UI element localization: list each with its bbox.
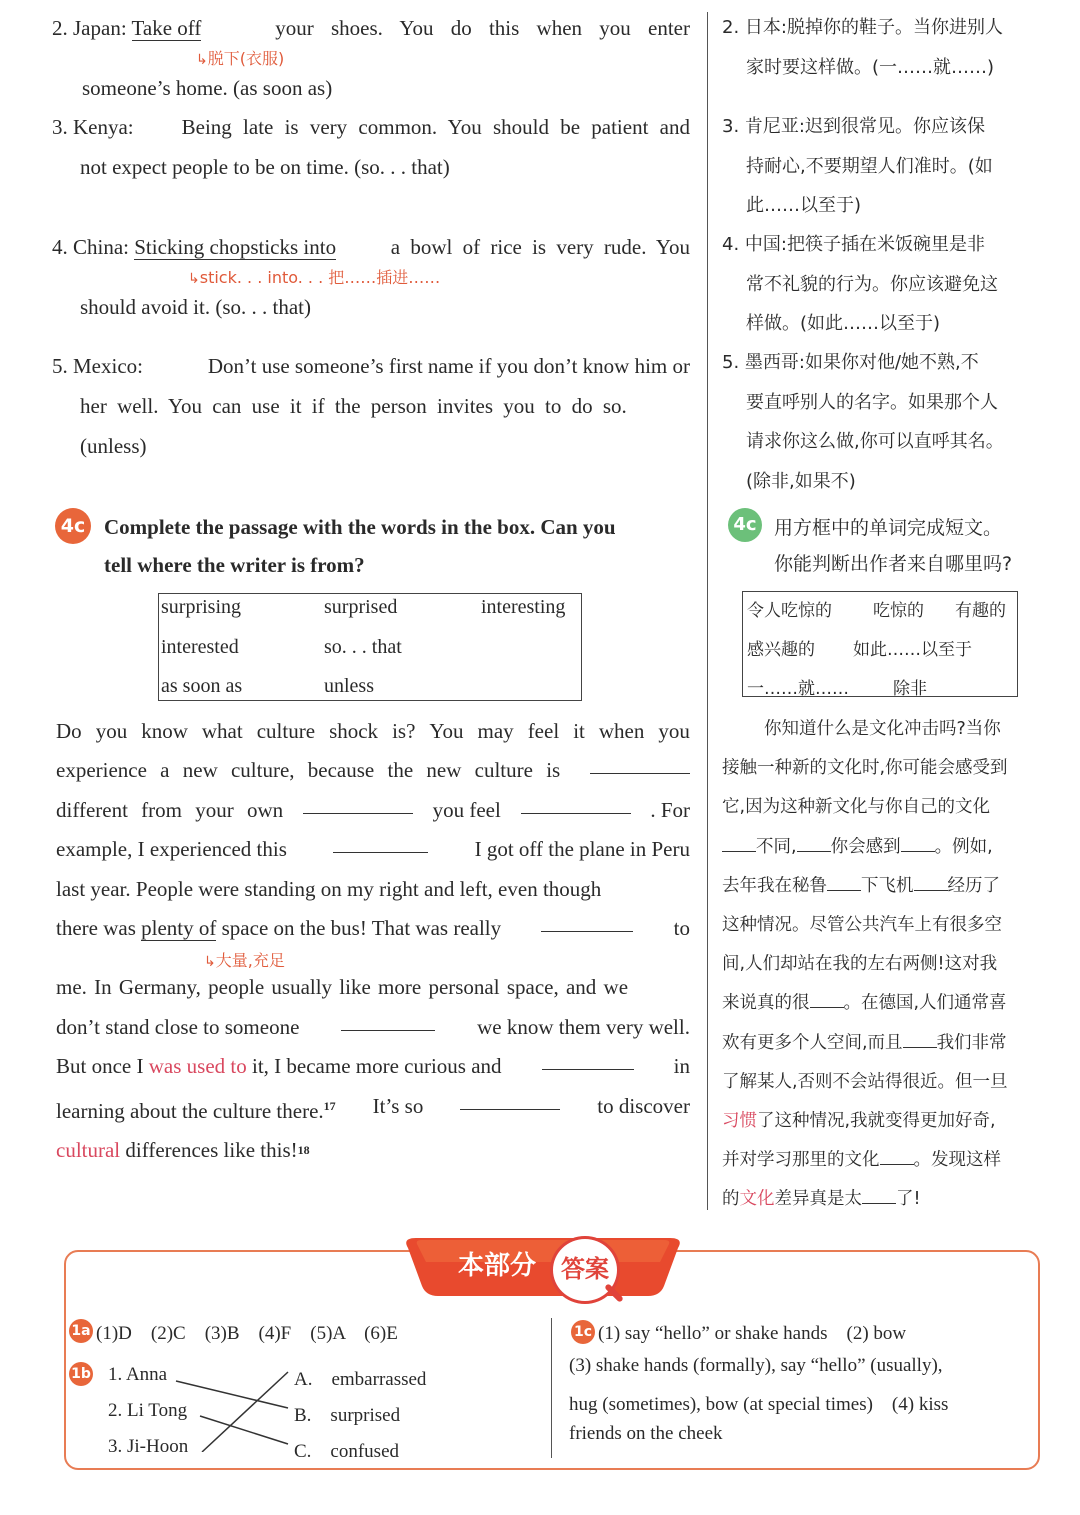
answer-magnifier-icon: 答案	[550, 1236, 620, 1304]
box-word: 吃惊的	[873, 601, 924, 621]
answer-blank-5[interactable]	[541, 909, 633, 932]
answer-divider	[551, 1318, 552, 1458]
box-word: as soon as	[161, 675, 243, 697]
answer-blank-3[interactable]	[521, 791, 631, 814]
box-word: 除非	[893, 679, 927, 699]
matching-lines	[170, 1370, 294, 1452]
item-number: 2.	[52, 16, 68, 40]
highlighted-phrase: was used to	[148, 1054, 247, 1079]
answer-blank-7[interactable]	[542, 1047, 634, 1070]
answer-blank-4[interactable]	[333, 830, 428, 853]
box-word: 一……就……	[747, 679, 849, 699]
underlined-phrase: Sticking chopsticks into	[134, 235, 337, 259]
country-label: Kenya:	[73, 115, 134, 139]
box-word: unless	[324, 675, 374, 697]
country-label: China:	[73, 235, 129, 259]
box-word: 令人吃惊的	[747, 601, 832, 621]
answer-1c-line4: friends on the cheek	[569, 1423, 723, 1444]
task-4c-badge: 4c	[55, 508, 91, 544]
task-4c-title: Complete the passage with the words in the box. Can you tell where the writer is from?	[104, 515, 616, 577]
match-option: B. surprised	[294, 1405, 401, 1426]
annotation-plenty-of: ↳大量,充足	[204, 951, 285, 970]
answer-banner	[402, 1238, 684, 1296]
note-marker: 17	[323, 1098, 336, 1113]
annotation-take-off: ↳脱下(衣服)	[196, 49, 285, 68]
sentence-text: your shoes. You do this when you enter	[275, 16, 690, 40]
passage-chinese: 你知道什么是文化冲击吗?当你 接触一种新的文化时,你可能会感受到 它,因为这种新文化与你自己的文化 不同, 你会感到 。例如, 去年我在秘鲁 下飞机 经历了 这种情况。尽管公共汽车上有很多空 间,人们却站在我的左右两侧!这对我 来说真的很 。在德国,人们通常喜 欢有更多个人空间,而且 我们非常 了解某人,否则不会站得很近。但一旦 习惯了这种情况,我就变得更加好奇, 并对学习那里的文化 。发现这样 的文化差异真是太 了!	[722, 719, 1008, 1210]
box-word: interesting	[481, 596, 566, 618]
box-word: 感兴趣的	[747, 640, 815, 660]
match-name: 1. Anna	[108, 1364, 168, 1385]
translation-item-2: 2. 日本:脱掉你的鞋子。当你进别人 家时要这样做。(一……就……)	[722, 17, 1003, 78]
box-word: surprised	[324, 596, 398, 618]
box-word: interested	[161, 636, 239, 658]
translation-item-3: 3. 肯尼亚:迟到很常见。你应该保 持耐心,不要期望人们准时。(如 此……以至于)	[722, 116, 993, 216]
match-name: 3. Ji-Hoon	[108, 1436, 189, 1457]
underlined-phrase: Take off	[131, 16, 202, 40]
box-word: 如此……以至于	[853, 640, 972, 660]
passage-english: Do you know what culture shock is? You may feel it when you experience a new culture, because the new culture is different from your own you feel . For example, I experienced this I got off the plane in Peru last year. People were standing on my right and left, even though there was plenty of space on the bus! That was really to me. In Germany, people usually like more personal space, and we don’t stand close to someone we know them very well. But once I was used to it, I became more curious and in learning about the culture there.$^{17}$ It’s so to discover cultural differences like this! 18	[56, 712, 690, 1170]
annotation-stick-into: ↳stick. . . into. . . 把……插进……	[188, 268, 441, 287]
translation-item-4: 4. 中国:把筷子插在米饭碗里是非 常不礼貌的行为。你应该避免这 样做。(如此……以至于)	[722, 234, 998, 334]
exercise-item-4-line2: should avoid it. (so. . . that)	[80, 295, 311, 319]
exercise-item-2	[52, 8, 690, 48]
answer-blank-6[interactable]	[341, 1008, 435, 1031]
answer-banner-title: 本部分	[458, 1251, 537, 1281]
answer-1c-line2: (3) shake hands (formally), say “hello” (usually),	[569, 1355, 943, 1376]
column-divider	[707, 12, 708, 1210]
note-marker: 18	[297, 1143, 310, 1158]
answer-blank-2[interactable]	[303, 791, 413, 814]
country-label: Mexico:	[73, 354, 143, 378]
passage-line-1: Do you know what culture shock is? You may feel it when you	[56, 719, 690, 743]
match-name: 2. Li Tong	[108, 1400, 188, 1421]
word-box	[158, 593, 582, 701]
exercise-item-2-line2: someone’s home. (as soon as)	[82, 76, 333, 100]
box-word: surprising	[161, 596, 241, 618]
country-label: Japan:	[73, 16, 127, 40]
exercise-item-4: 4. China: Sticking chopsticks into a bowl of rice is very rude. You	[52, 235, 690, 259]
answer-1b-badge: 1b	[69, 1362, 93, 1386]
underlined-phrase: plenty of	[141, 916, 217, 941]
exercise-item-5: 5. Mexico: Don’t use someone’s first name if you don’t know him or her well. You can use it if the person invites you to do so. (unless)	[52, 354, 690, 458]
answer-1c-line3: hug (sometimes), bow (at special times) (4) kiss	[569, 1394, 949, 1415]
task-4c-badge-cn: 4c	[728, 508, 762, 542]
highlighted-word: cultural	[56, 1138, 121, 1163]
exercise-item-3: 3. Kenya: Being late is very common. You should be patient and not expect people to be on time. (so. . . that)	[52, 115, 690, 179]
answer-1c-line1: (1) say “hello” or shake hands (2) bow	[598, 1323, 907, 1344]
task-4c-title-cn: 用方框中的单词完成短文。 你能判断出作者来自哪里吗?	[774, 517, 1013, 575]
match-option: A. embarrassed	[294, 1369, 427, 1390]
word-box-cn	[742, 591, 1018, 697]
box-word: so. . . that	[324, 636, 402, 658]
answer-1c-badge: 1c	[571, 1320, 595, 1344]
box-word: 有趣的	[955, 601, 1006, 621]
answer-1a-text: (1)D (2)C (3)B (4)F (5)A (6)E	[96, 1323, 398, 1344]
answer-blank-1[interactable]	[590, 751, 690, 774]
answer-1a-badge: 1a	[69, 1319, 93, 1343]
match-option: C. confused	[294, 1441, 400, 1462]
translation-item-5: 5. 墨西哥:如果你对他/她不熟,不 要直呼别人的名字。如果那个人 请求你这么做,你可以直呼其名。 (除非,如果不)	[722, 352, 1004, 492]
answer-blank-8[interactable]	[460, 1087, 560, 1110]
